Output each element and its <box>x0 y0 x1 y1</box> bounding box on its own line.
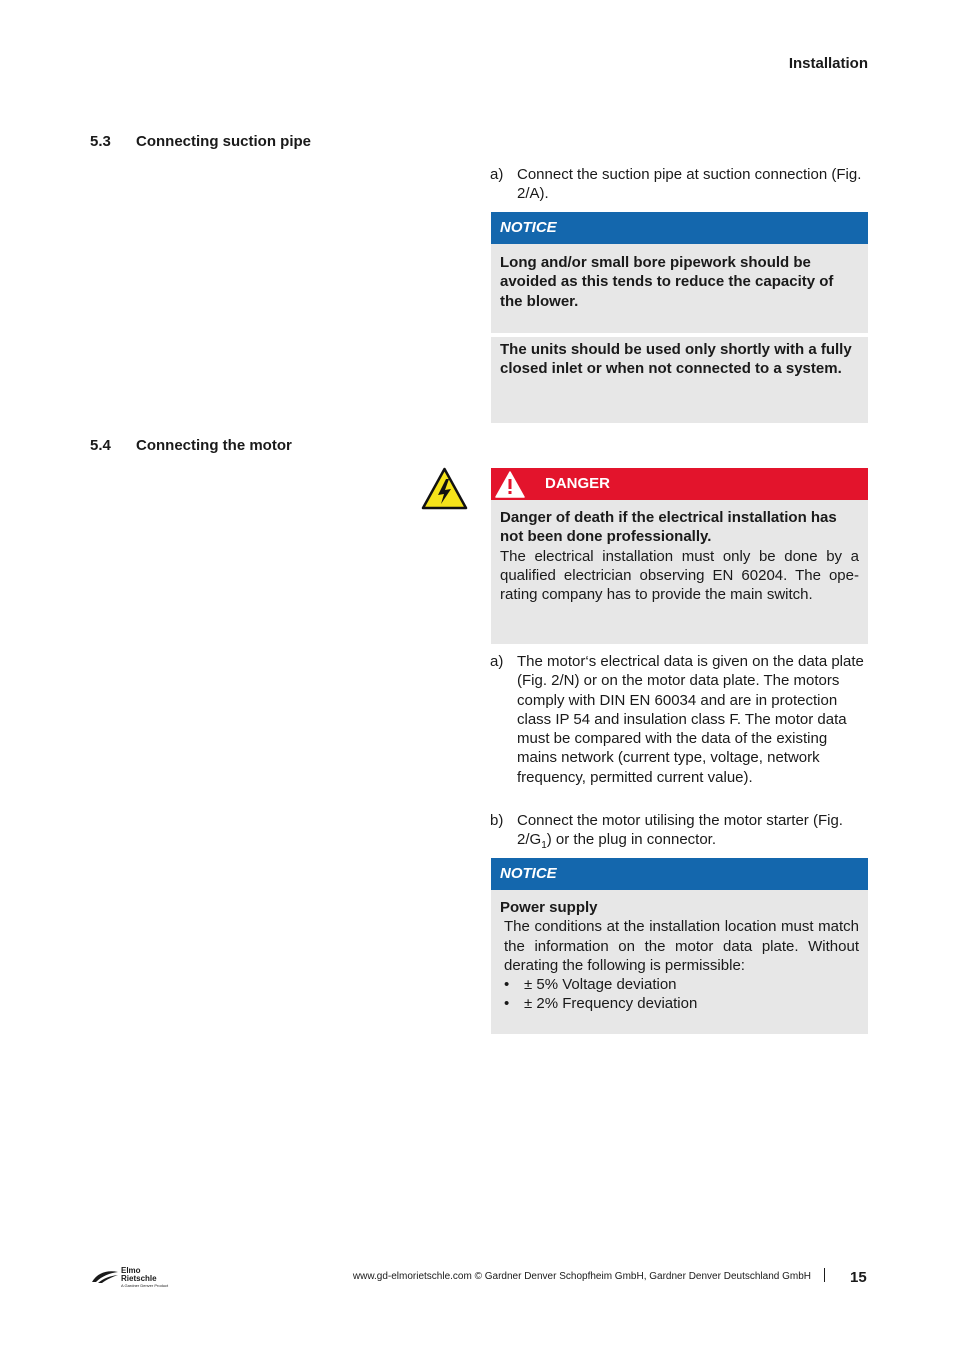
step-text: Connect the suction pipe at suction connection (Fig. 2/A). <box>517 166 862 203</box>
notice-body <box>491 890 868 1034</box>
step-label: b) <box>490 812 504 829</box>
step-label: a) <box>490 166 504 183</box>
danger-header <box>491 468 868 500</box>
notice-body <box>491 244 868 333</box>
high-voltage-warning-icon <box>421 467 468 510</box>
instruction-step <box>490 652 868 787</box>
danger-text: The electrical installation must only be done by a qualified electrician observing EN 60204. The operating company has to provide the main switch. <box>500 547 859 604</box>
notice-header <box>491 858 868 890</box>
notice-header <box>491 212 868 244</box>
step-text: Connect the motor utilising the motor starter (Fig. $2/G_1$) or the plug in connector. <box>517 812 843 852</box>
danger-title: DANGER <box>545 475 611 492</box>
section-title: Connecting suction pipe <box>136 133 311 150</box>
notice-body <box>491 337 868 423</box>
section-title: Connecting the motor <box>136 437 292 454</box>
step-label: a) <box>490 653 504 670</box>
page-number: 15 <box>850 1269 867 1286</box>
page-header-section: Installation <box>788 55 868 72</box>
exclamation-triangle-icon <box>495 471 525 498</box>
company-logo: Elmo Rietschle A Gardner Denver Product <box>90 1267 170 1289</box>
notice-text: Long and/or small bore pipework should be avoided as this tends to reduce the capacity of the blower. <box>500 254 834 310</box>
power-supply-text: The conditions at the installation location must match the information on the motor data plate. Without derating the following is permissible: <box>504 918 859 974</box>
footer-copyright: www.gd-elmorietschle.com © Gardner Denver Schopfheim GmbH, Gardner Denver Deutschland GmbH <box>352 1271 811 1282</box>
notice-title: NOTICE <box>500 219 557 236</box>
list-item: • ± 2% Frequency deviation <box>504 995 698 1013</box>
footer-divider <box>824 1268 825 1282</box>
notice-text: The units should be used only shortly with a fully closed inlet or when not connected to a system. <box>500 341 852 378</box>
danger-heading-text: Danger of death if the electrical installation has not been done professionally. <box>500 509 837 546</box>
section-number: 5.3 <box>90 133 111 150</box>
notice-title: NOTICE <box>500 865 557 882</box>
instruction-step <box>490 165 868 204</box>
power-supply-title: Power supply <box>500 899 598 916</box>
section-number: 5.4 <box>90 437 111 454</box>
website-link[interactable]: www.gd-elmorietschle.com <box>352 1271 472 1282</box>
danger-body <box>491 500 868 644</box>
instruction-step <box>490 811 868 856</box>
step-text: The motor‘s electrical data is given on the data plate (Fig. 2/N) or on the motor data plate. The motors comply with DIN EN 60034 and are in protection class IP 54 and insulation class F. The motor data must be compared with the data of the existing mains network (current type, voltage, network frequency, permitted current value). <box>517 653 864 786</box>
list-item: • ± 5% Voltage deviation <box>504 976 677 994</box>
